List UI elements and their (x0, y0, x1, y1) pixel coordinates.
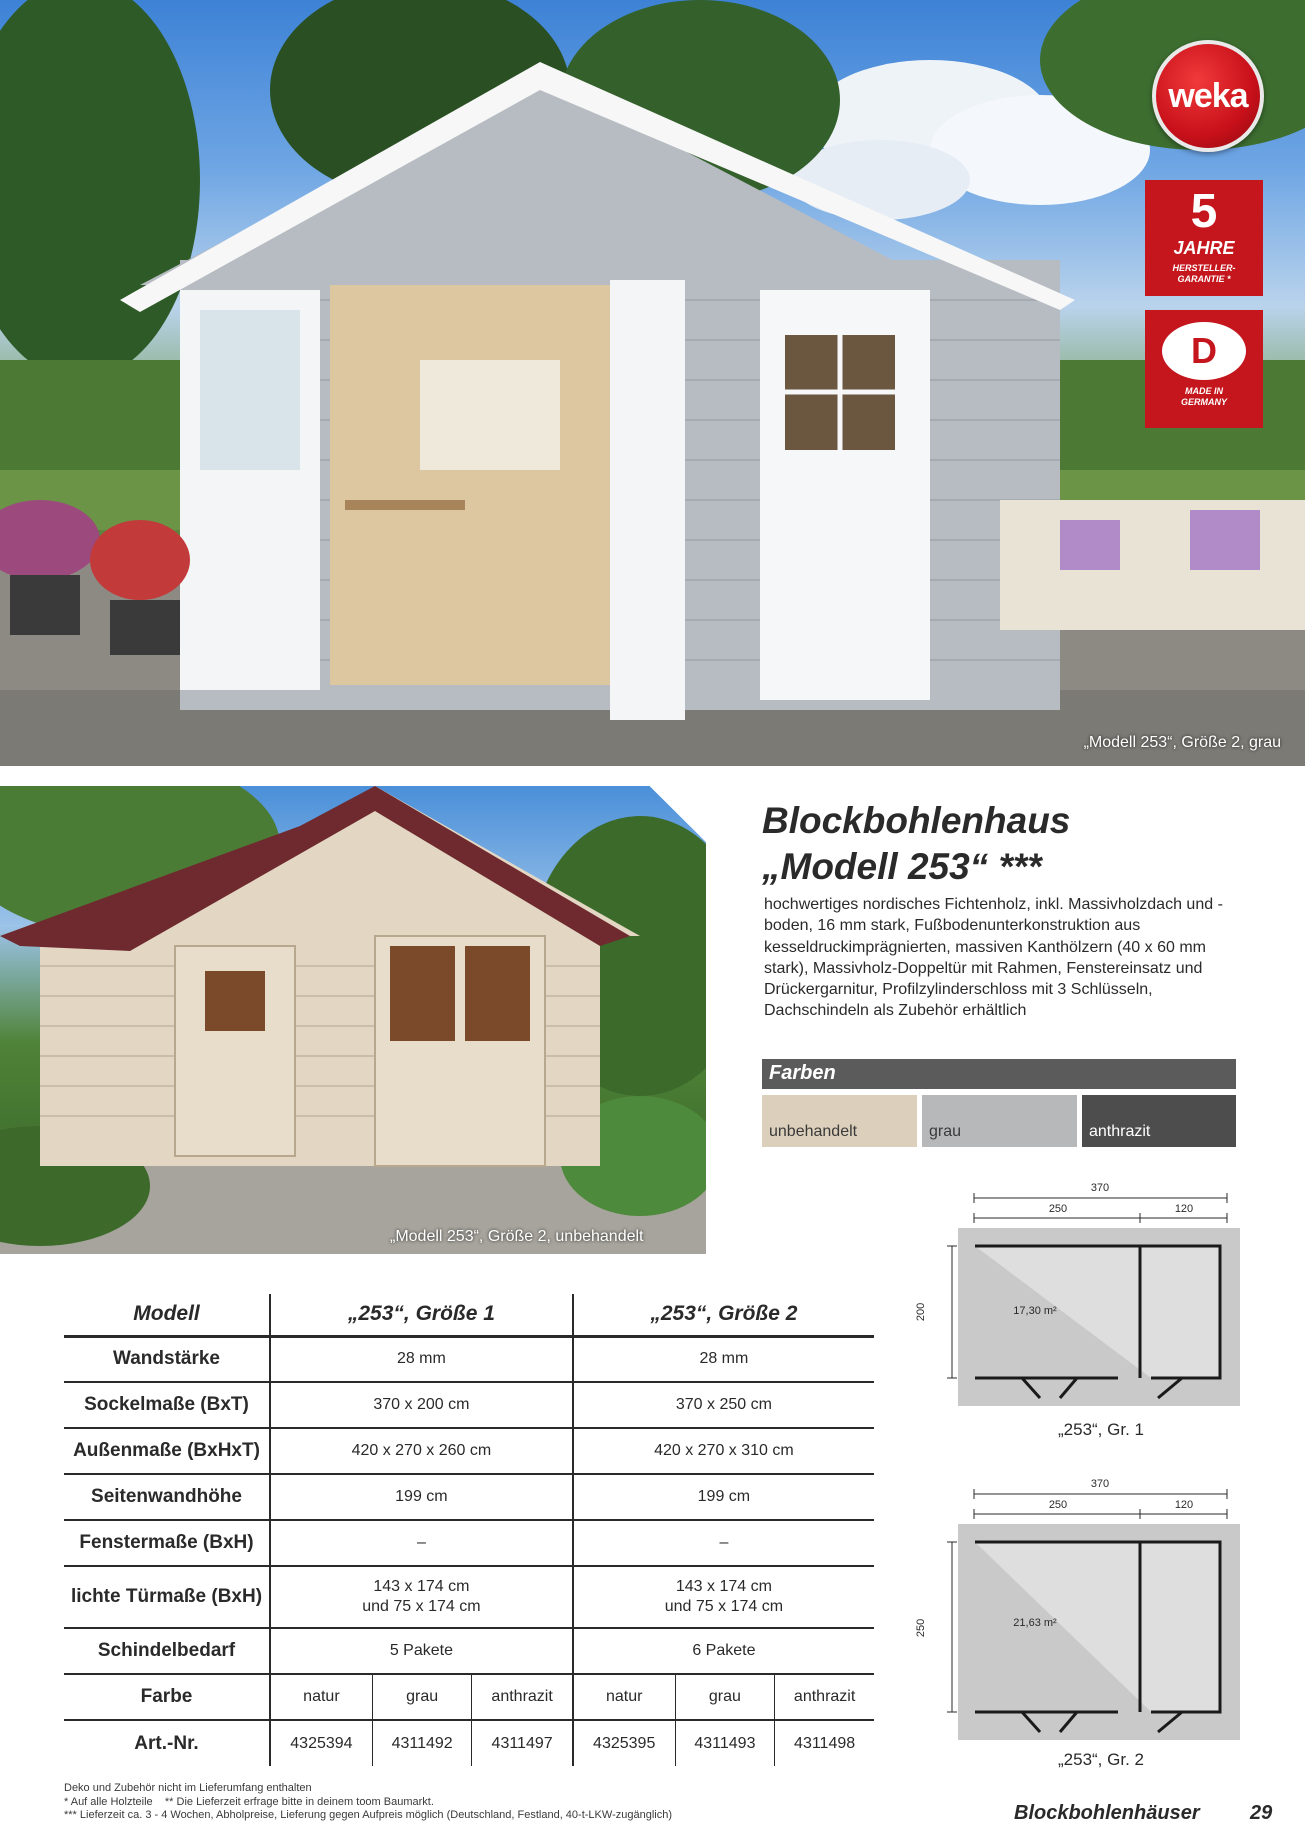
cell-farbe: anthrazit (472, 1674, 573, 1720)
plan1-left-dim: 250 (1048, 1203, 1068, 1215)
floor-plan-size-2 (915, 1474, 1240, 1774)
weka-logo (1152, 40, 1264, 152)
cell-size1: 420 x 270 x 260 cm (270, 1428, 573, 1474)
cell-line: und 75 x 174 cm (362, 1598, 481, 1615)
product-photo-caption: „Modell 253“, Größe 2, unbehandelt (390, 1228, 644, 1245)
cell-farbe: natur (573, 1674, 675, 1720)
cell-size2: 199 cm (573, 1474, 874, 1520)
hero-photo (0, 0, 1305, 766)
plan2-total-dim: 370 (1090, 1478, 1110, 1490)
cell-artnr: 4311498 (775, 1720, 874, 1766)
row-label: lichte Türmaße (BxH) (70, 1586, 263, 1607)
made-in-line1: MADE IN (1185, 386, 1223, 396)
plan2-depth-dim: 250 (915, 1618, 927, 1638)
page-number: 29 (1250, 1802, 1273, 1824)
cell-line: 143 x 174 cm (373, 1578, 470, 1595)
color-swatch-grau: grau (922, 1095, 1077, 1147)
plan2-caption: „253“, Gr. 2 (1058, 1750, 1144, 1769)
product-title (762, 798, 1262, 890)
table-row (64, 1628, 874, 1674)
cell-size1: 370 x 200 cm (270, 1382, 573, 1428)
row-label: Farbe (140, 1686, 193, 1707)
cell-size1 (270, 1566, 573, 1628)
floor-plan-size-1 (915, 1178, 1240, 1438)
spec-header-label: Modell (64, 1294, 270, 1336)
guarantee-unit: JAHRE (1173, 238, 1235, 258)
row-label: Wandstärke (113, 1348, 220, 1370)
guarantee-badge (1145, 180, 1263, 296)
row-label: Seitenwandhöhe (91, 1486, 242, 1507)
cell-size2: – (573, 1520, 874, 1566)
product-title-line2: „Modell 253“ *** (762, 846, 1042, 887)
spec-header-size2: „253“, Größe 2 (573, 1294, 874, 1336)
cell-size2: 420 x 270 x 310 cm (573, 1428, 874, 1474)
plan1-depth-dim: 200 (915, 1302, 927, 1322)
footnotes (64, 1782, 672, 1823)
guarantee-line2: GARANTIE * (1177, 274, 1231, 284)
colors-heading: Farben (762, 1059, 1236, 1089)
table-row (64, 1382, 874, 1428)
cell-size2: 6 Pakete (573, 1628, 874, 1674)
cell-size1: 5 Pakete (270, 1628, 573, 1674)
row-label: Art.-Nr. (134, 1732, 199, 1754)
cell-artnr: 4311493 (675, 1720, 775, 1766)
cell-size2: 28 mm (573, 1336, 874, 1382)
country-letter: D (1191, 330, 1217, 371)
plan2-area: 21,63 m² (1013, 1617, 1057, 1629)
cell-line: 143 x 174 cm (675, 1578, 772, 1595)
product-description: hochwertiges nordisches Fichtenholz, inkl. Massivholzdach und -boden, 16 mm stark, Fußbodenunterkonstruktion aus kesseldruckimprägnierten, massiven Kanthölzern (40 x 60 mm stark), Massivholz-Doppeltür mit Rahmen, Fenstereinsatz und Drückergarnitur, Profilzylinderschloss mit 3 Schlüsseln, Dachschindeln als Zubehör erhältlich (764, 896, 1223, 1020)
cell-artnr: 4311497 (472, 1720, 573, 1766)
guarantee-line1: HERSTELLER- (1172, 263, 1236, 273)
cell-farbe: grau (675, 1674, 775, 1720)
footnote-line: Deko und Zubehör nicht im Lieferumfang enthalten (64, 1782, 312, 1794)
row-label: Außenmaße (BxHxT) (73, 1440, 260, 1461)
table-row (64, 1566, 874, 1628)
country-oval-icon (1162, 322, 1246, 380)
row-label: Fenstermaße (BxH) (79, 1532, 254, 1553)
table-row (64, 1336, 874, 1382)
product-title-line1: Blockbohlenhaus (762, 800, 1071, 841)
plan2-right-dim: 120 (1174, 1499, 1194, 1511)
product-illustration (0, 786, 706, 1254)
footnote-line: *** Lieferzeit ca. 3 - 4 Wochen, Abholpreise, Lieferung gegen Aufpreis möglich (Deutschland, Festland, 40-t-LKW-zugänglich) (64, 1809, 672, 1822)
table-row (64, 1474, 874, 1520)
table-row-artnr (64, 1720, 874, 1766)
cell-artnr: 4311492 (372, 1720, 472, 1766)
cell-size1: 28 mm (270, 1336, 573, 1382)
plan1-total-dim: 370 (1090, 1182, 1110, 1194)
row-label: Sockelmaße (BxT) (84, 1394, 249, 1415)
plan1-area: 17,30 m² (1013, 1305, 1057, 1317)
plan2-left-dim: 250 (1048, 1499, 1068, 1511)
color-swatch-unbehandelt: unbehandelt (762, 1095, 917, 1147)
guarantee-years: 5 (1190, 185, 1218, 238)
product-photo (0, 786, 706, 1254)
cell-size1: 199 cm (270, 1474, 573, 1520)
row-label: Schindelbedarf (97, 1640, 236, 1661)
cell-size2: 370 x 250 cm (573, 1382, 874, 1428)
color-swatch-anthrazit: anthrazit (1082, 1095, 1236, 1147)
plan1-right-dim: 120 (1174, 1203, 1194, 1215)
spec-header-size1: „253“, Größe 1 (270, 1294, 573, 1336)
cell-size1: – (270, 1520, 573, 1566)
cell-farbe: natur (270, 1674, 372, 1720)
cell-line: und 75 x 174 cm (664, 1598, 784, 1615)
made-in-germany-badge (1145, 310, 1263, 428)
footnote-line: * Auf alle Holzteile ** Die Lieferzeit erfrage bitte in deinem toom Baumarkt. (64, 1795, 434, 1808)
cell-farbe: grau (372, 1674, 472, 1720)
table-row-farbe (64, 1674, 874, 1720)
spec-table (64, 1294, 874, 1766)
table-row (64, 1428, 874, 1474)
plan1-caption: „253“, Gr. 1 (1058, 1420, 1144, 1439)
made-in-line2: GERMANY (1180, 397, 1227, 407)
logo-text: weka (1168, 76, 1248, 115)
hero-illustration (0, 0, 1305, 766)
hero-caption: „Modell 253“, Größe 2, grau (1083, 734, 1281, 751)
cell-artnr: 4325394 (270, 1720, 372, 1766)
cell-artnr: 4325395 (573, 1720, 675, 1766)
spec-header-row (64, 1294, 874, 1336)
cell-farbe: anthrazit (775, 1674, 874, 1720)
table-row (64, 1520, 874, 1566)
cell-size2 (573, 1566, 874, 1628)
section-title: Blockbohlenhäuser (1014, 1802, 1200, 1824)
